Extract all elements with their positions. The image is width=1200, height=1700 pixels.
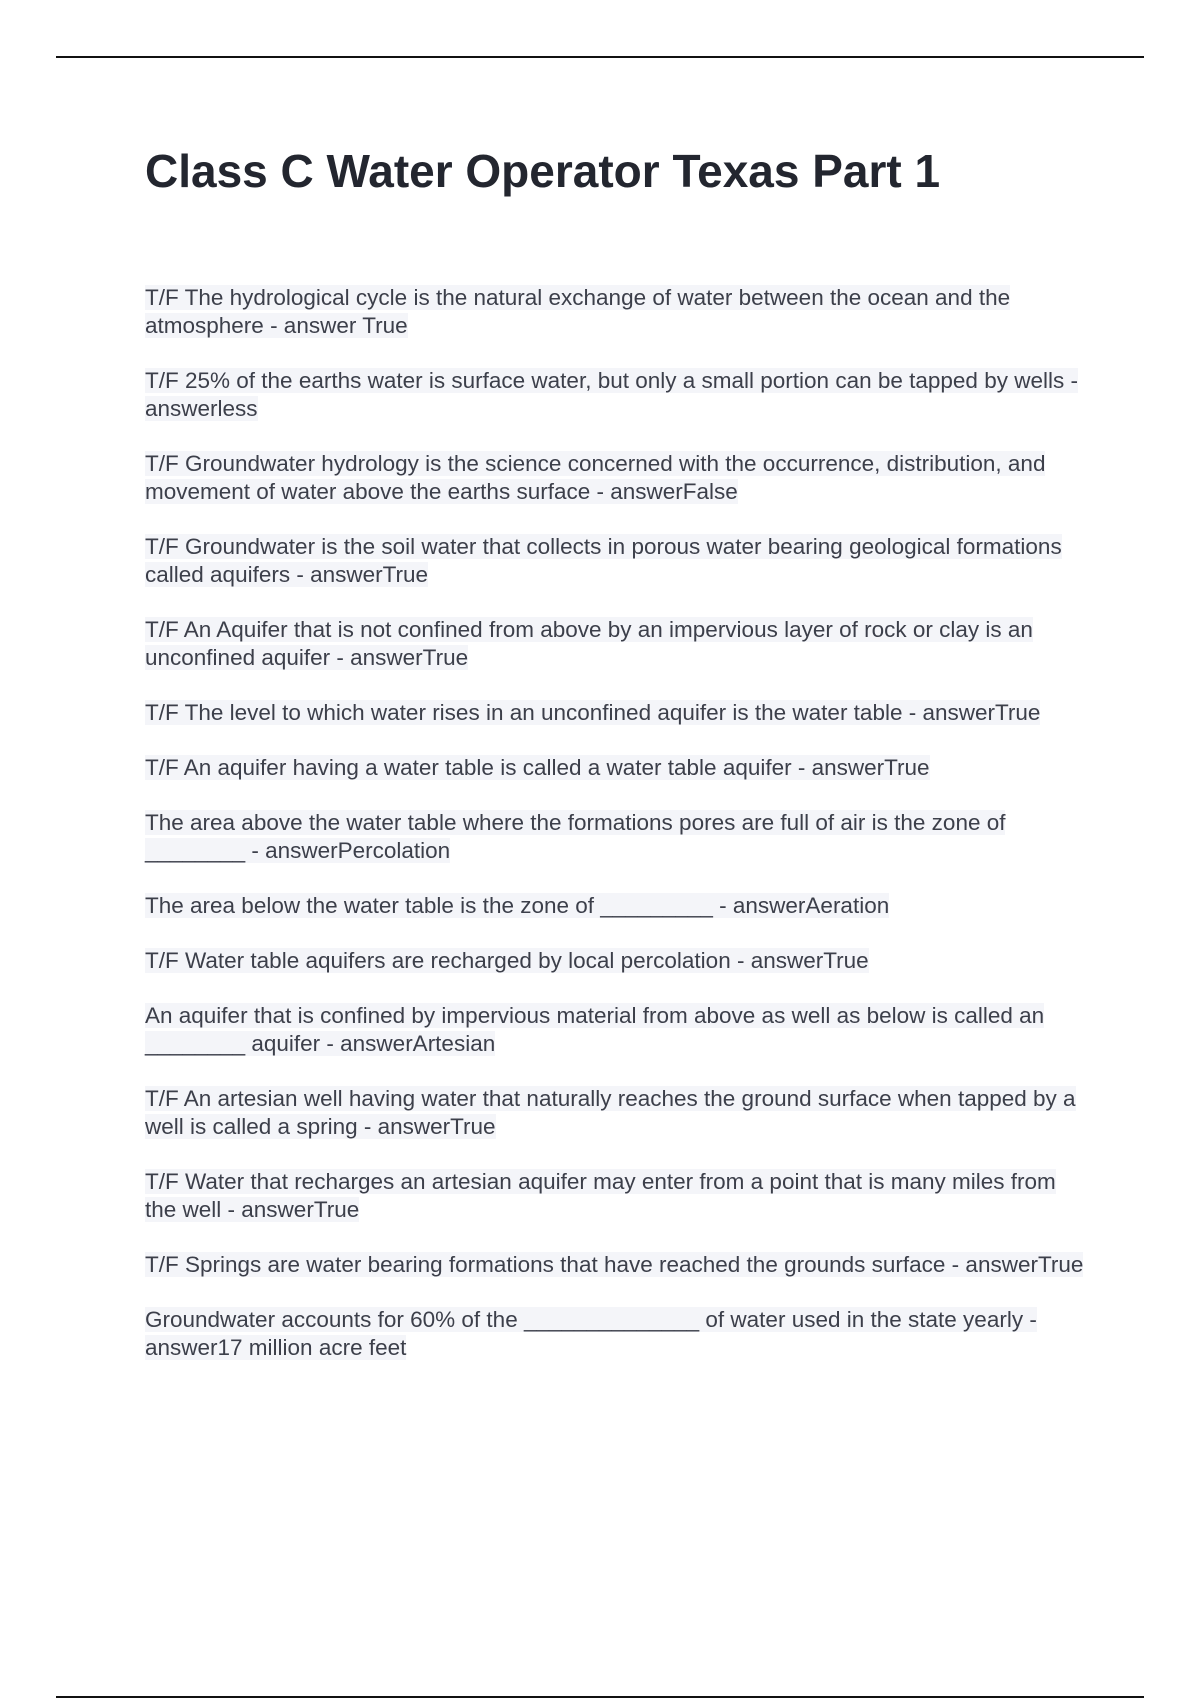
question-text: T/F Groundwater is the soil water that collects in porous water bearing geological formations called aquifers - answerTrue <box>145 534 1062 587</box>
question-text: T/F An artesian well having water that naturally reaches the ground surface when tapped by a well is called a spring - answerTrue <box>145 1086 1076 1139</box>
question-item <box>145 616 1085 672</box>
question-text: An aquifer that is confined by impervious material from above as well as below is called an ________ aquifer - answerArtesian <box>145 1003 1045 1056</box>
question-text: T/F Water that recharges an artesian aquifer may enter from a point that is many miles from the well - answerTrue <box>145 1169 1056 1222</box>
question-item <box>145 1306 1085 1362</box>
bottom-divider <box>56 1696 1144 1698</box>
question-text: T/F Water table aquifers are recharged by local percolation - answerTrue <box>145 948 869 973</box>
question-text: T/F An aquifer having a water table is called a water table aquifer - answerTrue <box>145 755 930 780</box>
question-item <box>145 533 1085 589</box>
question-item <box>145 284 1085 340</box>
question-item <box>145 1168 1085 1224</box>
question-list <box>145 284 1085 1389</box>
question-text: T/F 25% of the earths water is surface water, but only a small portion can be tapped by wells - answerless <box>145 368 1078 421</box>
question-item <box>145 699 1085 727</box>
top-divider <box>56 56 1144 58</box>
question-text: Groundwater accounts for 60% of the ______________ of water used in the state yearly - answer17 million acre feet <box>145 1307 1037 1360</box>
question-item <box>145 367 1085 423</box>
question-item <box>145 754 1085 782</box>
question-item <box>145 947 1085 975</box>
question-item <box>145 1251 1085 1279</box>
question-item <box>145 809 1085 865</box>
question-item <box>145 892 1085 920</box>
page-title: Class C Water Operator Texas Part 1 <box>145 145 941 197</box>
question-text: The area above the water table where the formations pores are full of air is the zone of ________ - answerPercolation <box>145 810 1006 863</box>
question-item <box>145 1002 1085 1058</box>
question-text: T/F The level to which water rises in an unconfined aquifer is the water table - answerTrue <box>145 700 1041 725</box>
question-text: T/F Springs are water bearing formations that have reached the grounds surface - answerTrue <box>145 1252 1084 1277</box>
question-item <box>145 1085 1085 1141</box>
question-text: T/F Groundwater hydrology is the science concerned with the occurrence, distribution, and movement of water above the earths surface - answerFalse <box>145 451 1046 504</box>
question-text: T/F The hydrological cycle is the natural exchange of water between the ocean and the atmosphere - answer True <box>145 285 1011 338</box>
question-text: T/F An Aquifer that is not confined from above by an impervious layer of rock or clay is an unconfined aquifer - answerTrue <box>145 617 1033 670</box>
question-item <box>145 450 1085 506</box>
question-text: The area below the water table is the zone of _________ - answerAeration <box>145 893 890 918</box>
